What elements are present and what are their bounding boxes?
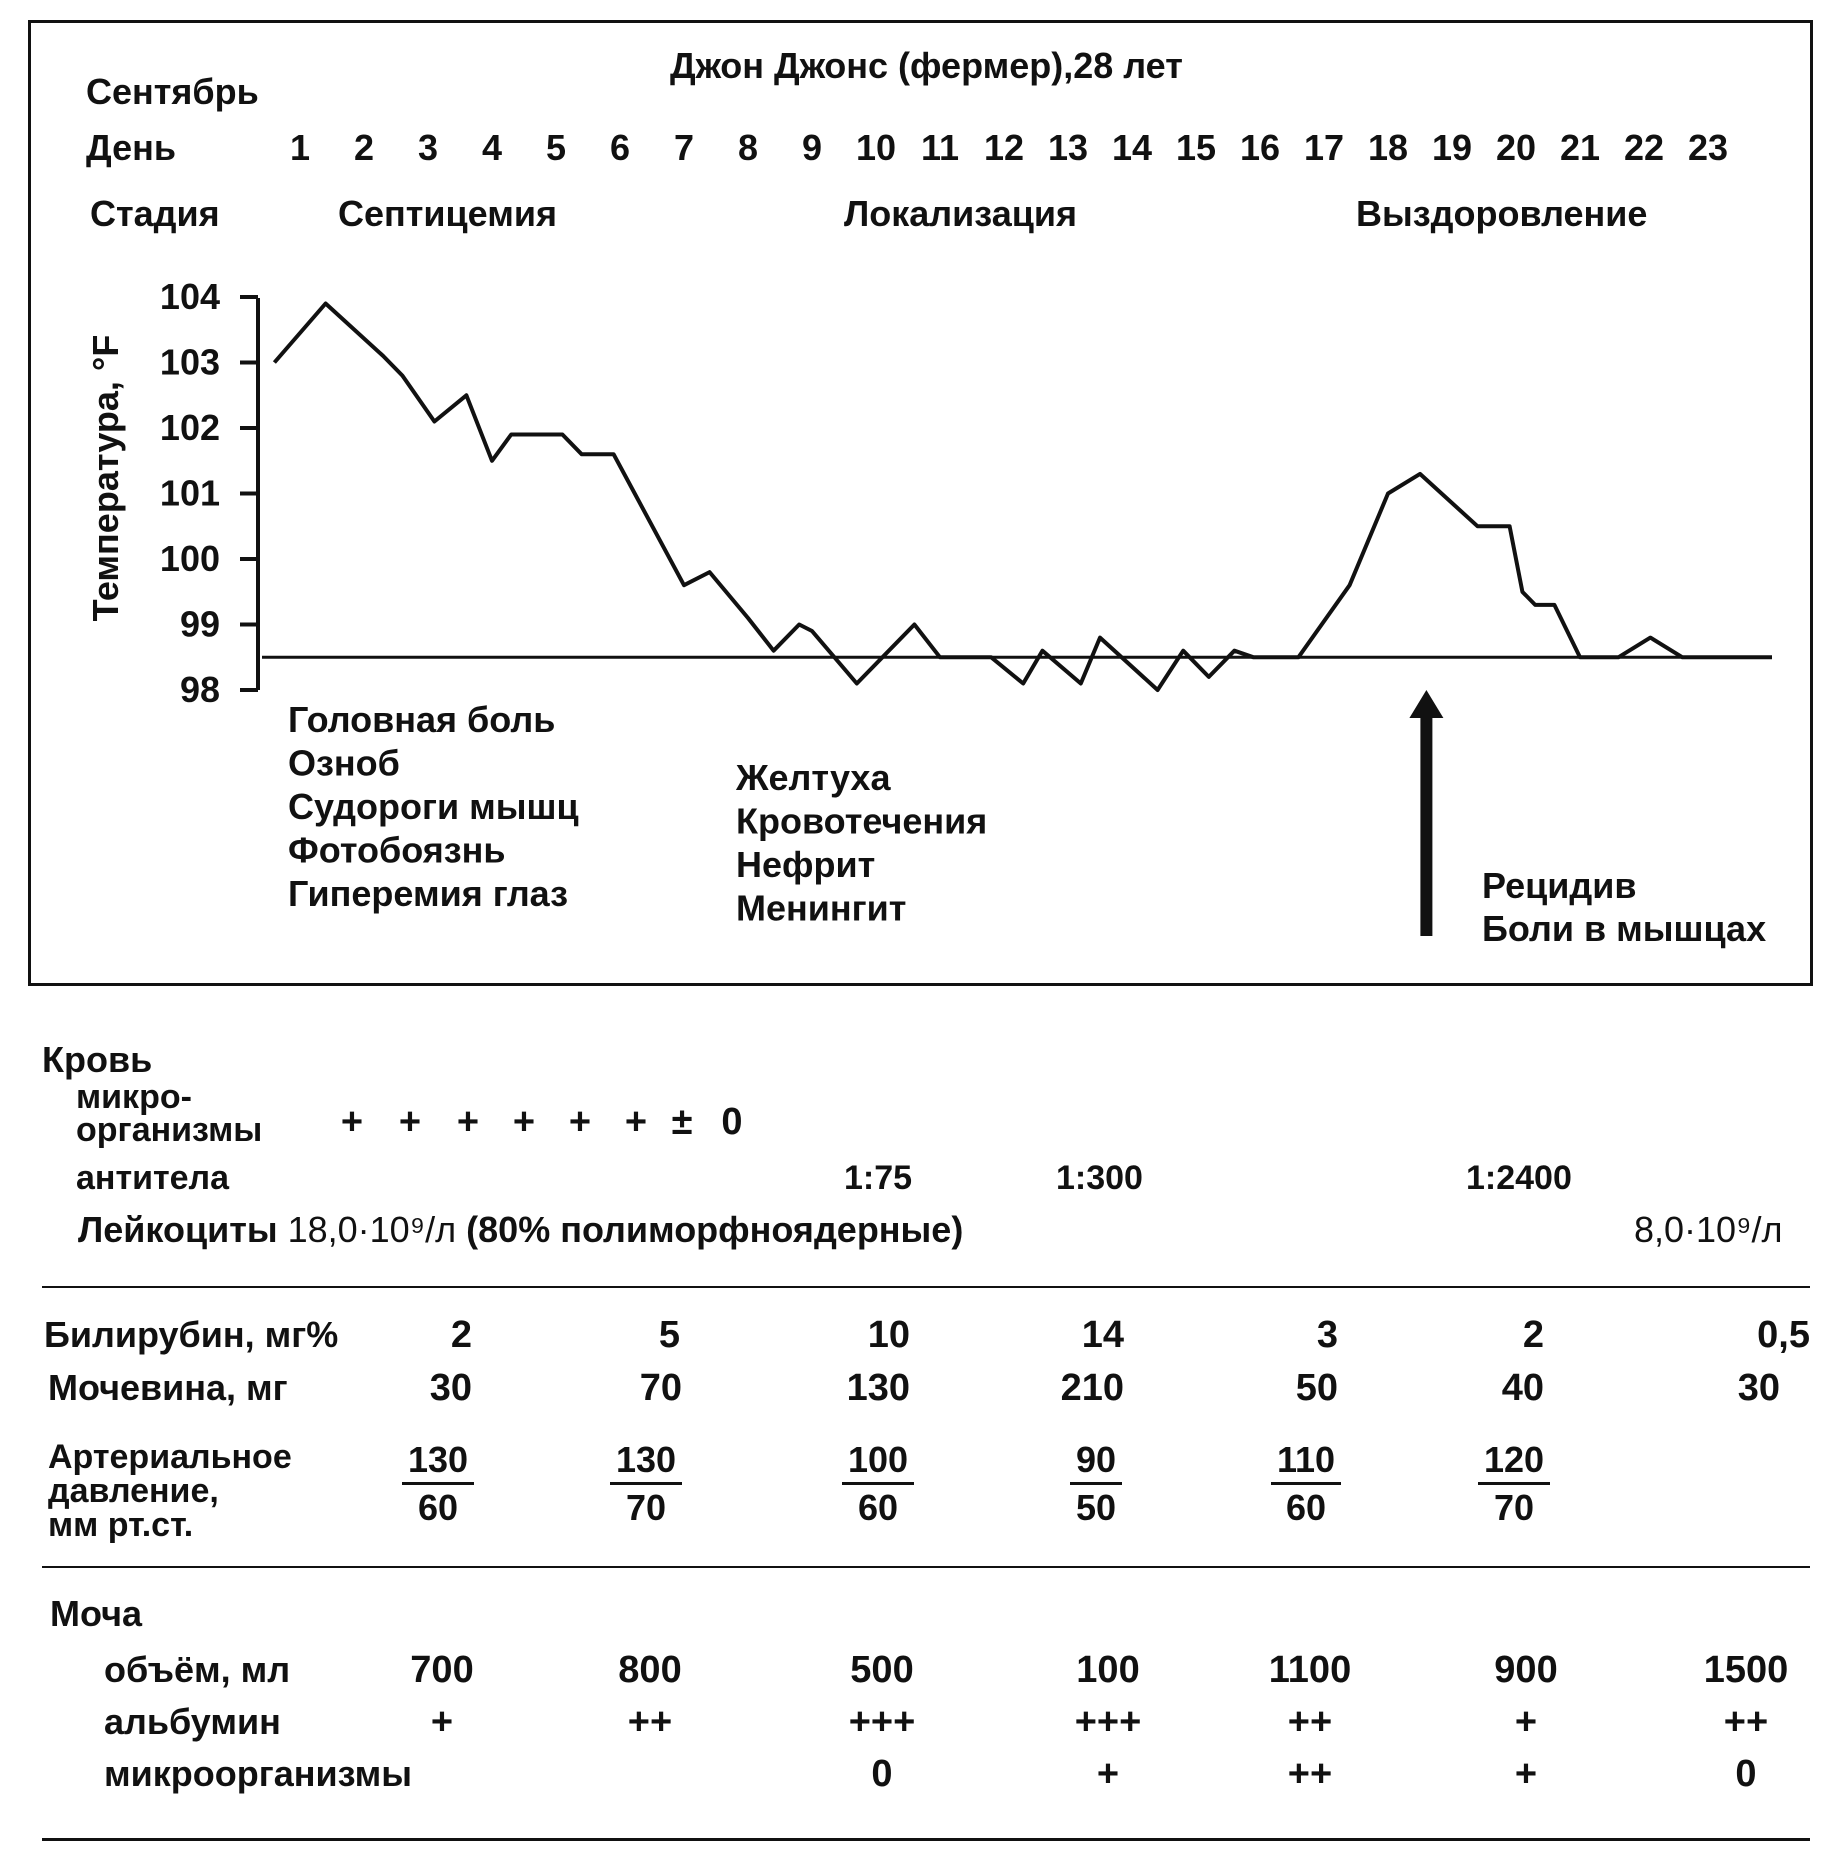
day-tick-label: 10 — [855, 127, 897, 168]
blood-micro-label-1: микро- — [76, 1078, 192, 1116]
day-tick-label: 22 — [1623, 127, 1665, 168]
symptoms-localization — [735, 757, 987, 929]
bilirubin-value: 2 — [450, 1314, 472, 1356]
stage-septicemia: Септицемия — [338, 193, 557, 234]
albumin-value: +++ — [848, 1701, 916, 1743]
urine-micro-value: ++ — [1287, 1753, 1333, 1795]
blood-pressure-value — [1046, 1438, 1146, 1531]
urine-micro-value: + — [1514, 1753, 1538, 1795]
day-tick-label: 12 — [983, 127, 1025, 168]
stage-label: Стадия — [90, 193, 220, 234]
albumin-value: ++ — [1723, 1701, 1769, 1743]
y-tick-label: 101 — [159, 472, 220, 514]
diastolic-value: 70 — [1493, 1487, 1535, 1528]
blood-pressure-value — [1464, 1438, 1564, 1531]
day-label: День — [86, 127, 176, 168]
diastolic-value: 50 — [1075, 1487, 1117, 1528]
urea-value: 30 — [1737, 1367, 1780, 1409]
urea-value: 210 — [1060, 1367, 1124, 1409]
day-tick-label: 11 — [920, 127, 960, 168]
relapse-item: Рецидив — [1482, 865, 1637, 906]
albumin-value: ++ — [627, 1701, 673, 1743]
bilirubin-value: 0,5 — [1757, 1314, 1810, 1356]
bilirubin-value: 10 — [867, 1314, 910, 1356]
month-label: Сентябрь — [86, 71, 259, 112]
symptoms-septicemia — [288, 699, 579, 914]
y-tick-label: 99 — [179, 603, 220, 645]
blood-pressure-value — [1256, 1438, 1356, 1531]
blood-micro-value: + — [624, 1101, 648, 1143]
bilirubin-label: Билирубин, мг% — [44, 1314, 339, 1355]
urea-value: 70 — [639, 1367, 682, 1409]
day-tick-label: 3 — [417, 127, 439, 168]
leukocytes-value-end: 8,0·10⁹/л — [1634, 1209, 1783, 1250]
y-tick-label: 102 — [159, 407, 220, 448]
leukocytes-label: Лейкоциты — [78, 1209, 278, 1250]
day-tick-label: 20 — [1495, 127, 1537, 168]
urine-volume-value: 100 — [1076, 1649, 1140, 1691]
symptom-item: Судороги мышц — [288, 786, 579, 827]
day-tick-label: 19 — [1431, 127, 1473, 168]
relapse-annotation — [1482, 865, 1766, 949]
urea-label: Мочевина, мг — [48, 1367, 288, 1408]
bilirubin-value: 2 — [1522, 1314, 1544, 1356]
day-tick-label: 17 — [1303, 127, 1345, 168]
y-tick-labels — [160, 276, 258, 710]
urine-micro-value: 0 — [871, 1753, 893, 1795]
urine-volume-value: 1100 — [1268, 1649, 1352, 1691]
antibody-value-1: 1:75 — [844, 1159, 913, 1197]
day-tick-label: 14 — [1111, 127, 1153, 168]
symptom-item: Озноб — [288, 742, 400, 784]
systolic-value: 120 — [1478, 1438, 1550, 1485]
bilirubin-value: 3 — [1316, 1314, 1338, 1356]
urea-value: 50 — [1295, 1367, 1338, 1409]
systolic-value: 130 — [610, 1438, 682, 1485]
day-tick-label: 1 — [289, 127, 311, 168]
blood-label: Кровь — [42, 1039, 153, 1080]
y-tick-label: 103 — [159, 341, 220, 383]
day-tick-label: 13 — [1047, 127, 1089, 168]
albumin-label: альбумин — [104, 1701, 281, 1742]
diastolic-value: 60 — [1285, 1487, 1327, 1528]
bp-label-3: мм рт.ст. — [48, 1506, 194, 1544]
divider-2 — [42, 1566, 1810, 1568]
day-tick-labels — [290, 127, 1728, 168]
systolic-value: 100 — [842, 1438, 914, 1485]
day-tick-label: 5 — [545, 127, 567, 168]
leukocytes-note: (80% полиморфноядерные) — [466, 1209, 964, 1250]
bilirubin-value: 14 — [1081, 1314, 1124, 1356]
day-tick-label: 16 — [1239, 127, 1281, 168]
temperature-series-line — [274, 304, 1772, 691]
antibody-value-3: 1:2400 — [1466, 1159, 1572, 1197]
day-tick-label: 23 — [1687, 127, 1729, 168]
urine-volume-value: 1500 — [1703, 1649, 1789, 1691]
antibody-value-2: 1:300 — [1056, 1159, 1143, 1197]
day-tick-label: 15 — [1175, 127, 1217, 168]
relapse-arrow-icon — [1409, 690, 1443, 718]
urine-volume-label: объём, мл — [104, 1649, 291, 1690]
day-tick-label: 6 — [609, 127, 631, 168]
blood-pressure-value — [596, 1438, 696, 1531]
albumin-value: +++ — [1074, 1701, 1142, 1743]
diastolic-value: 60 — [417, 1487, 459, 1528]
blood-micro-value: ± — [671, 1101, 693, 1143]
chart-title: Джон Джонс (фермер),28 лет — [670, 45, 1183, 86]
symptom-item: Головная боль — [288, 699, 556, 740]
blood-micro-label-2: организмы — [76, 1111, 263, 1149]
urea-value: 40 — [1501, 1367, 1544, 1409]
day-tick-label: 18 — [1367, 127, 1409, 168]
y-axis-label: Температура, °F — [85, 334, 126, 622]
relapse-item: Боли в мышцах — [1482, 908, 1767, 949]
symptom-item: Фотобоязнь — [288, 829, 506, 871]
urea-value: 30 — [429, 1367, 472, 1409]
symptom-item: Гиперемия глаз — [288, 873, 569, 914]
urine-label: Моча — [50, 1593, 143, 1634]
y-tick-label: 104 — [159, 276, 220, 317]
blood-micro-value: + — [398, 1101, 422, 1143]
diastolic-value: 70 — [625, 1487, 667, 1528]
blood-micro-value: + — [512, 1101, 536, 1143]
albumin-value: ++ — [1287, 1701, 1333, 1743]
bp-label-2: давление, — [48, 1472, 219, 1510]
blood-micro-value: 0 — [721, 1101, 743, 1143]
symptom-item: Менингит — [736, 887, 907, 929]
albumin-value: + — [430, 1701, 454, 1743]
day-tick-label: 21 — [1559, 127, 1601, 168]
urine-volume-value: 900 — [1494, 1649, 1558, 1691]
urine-micro-value: + — [1096, 1753, 1120, 1795]
systolic-value: 130 — [402, 1438, 474, 1485]
diastolic-value: 60 — [857, 1487, 899, 1528]
blood-micro-value: + — [340, 1101, 364, 1143]
antibody-label: антитела — [76, 1159, 230, 1197]
day-tick-label: 7 — [673, 127, 695, 168]
symptom-item: Желтуха — [736, 757, 891, 798]
day-tick-label: 9 — [801, 127, 823, 168]
blood-pressure-value — [828, 1438, 928, 1531]
blood-pressure-value — [388, 1438, 488, 1531]
bp-label-1: Артериальное — [48, 1438, 292, 1476]
urine-volume-value: 800 — [618, 1649, 682, 1691]
bilirubin-value: 5 — [658, 1314, 680, 1356]
symptom-item: Нефрит — [736, 844, 876, 885]
day-tick-label: 2 — [353, 127, 375, 168]
blood-micro-value: + — [568, 1101, 592, 1143]
urine-micro-label: микроорганизмы — [104, 1753, 413, 1794]
urine-micro-value: 0 — [1735, 1753, 1757, 1795]
stage-localization: Локализация — [844, 193, 1077, 234]
leukocytes-value-start: 18,0·10⁹/л — [287, 1209, 457, 1250]
systolic-value: 110 — [1271, 1438, 1341, 1485]
urea-value: 130 — [846, 1367, 910, 1409]
y-tick-label: 98 — [179, 669, 220, 710]
divider-1 — [42, 1286, 1810, 1288]
divider-3 — [42, 1838, 1810, 1841]
urine-volume-value: 500 — [850, 1649, 914, 1691]
blood-micro-value: + — [456, 1101, 480, 1143]
stage-recovery: Выздоровление — [1356, 193, 1648, 234]
symptom-item: Кровотечения — [736, 800, 988, 842]
day-tick-label: 8 — [737, 127, 759, 168]
albumin-value: + — [1514, 1701, 1538, 1743]
day-tick-label: 4 — [481, 127, 503, 168]
y-tick-label: 100 — [159, 538, 220, 579]
systolic-value: 90 — [1070, 1438, 1122, 1485]
urine-volume-value: 700 — [410, 1649, 474, 1691]
